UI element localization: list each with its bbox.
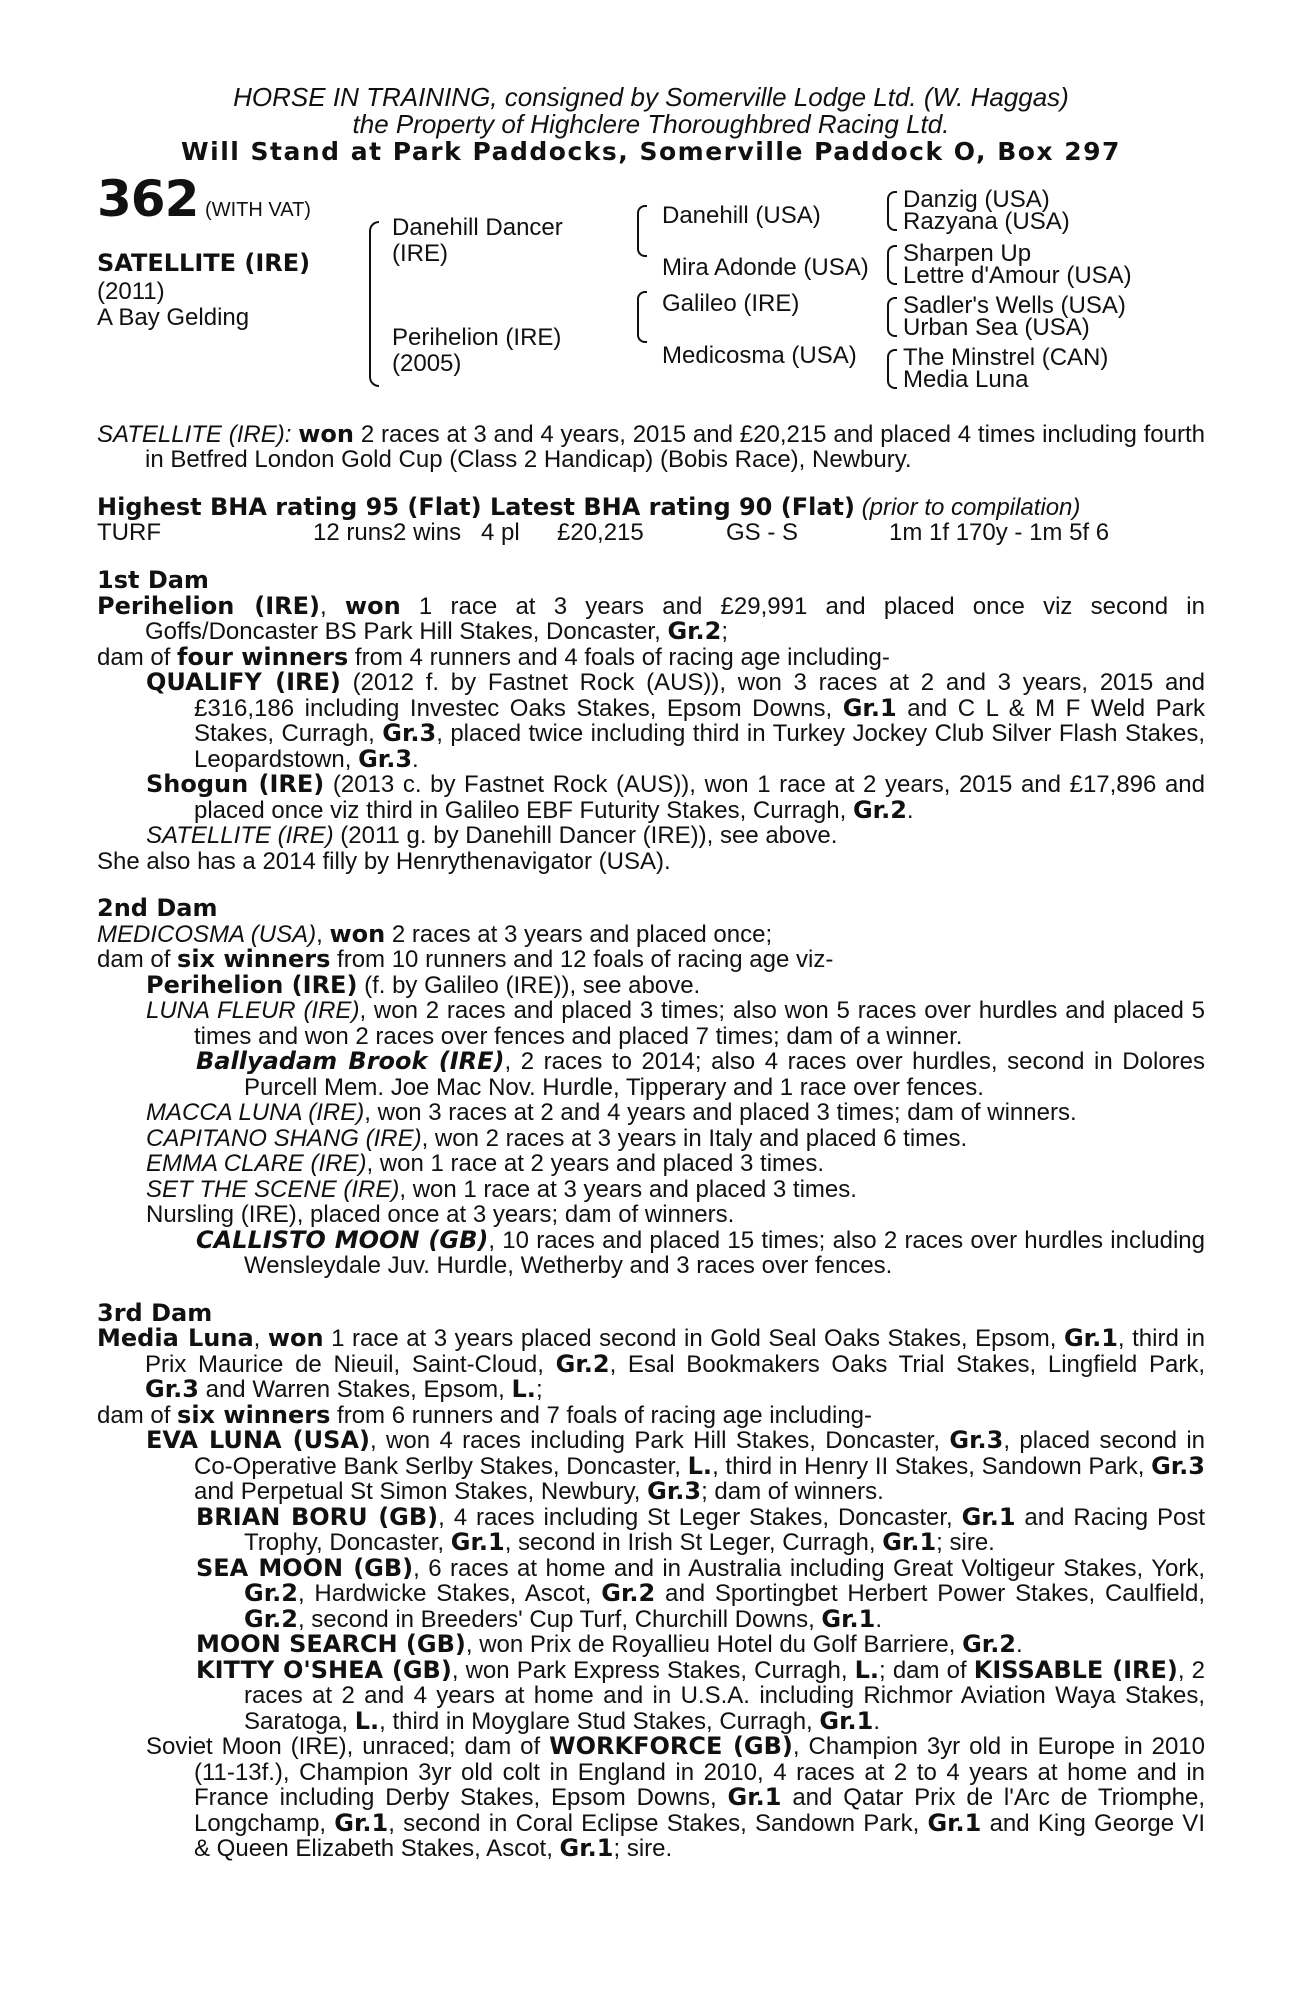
dam-line-brace: [637, 291, 647, 343]
progeny-perihelion: Perihelion (IRE) (f. by Galileo (IRE)), see above.: [146, 970, 701, 999]
dam-dam: Medicosma (USA): [662, 341, 857, 369]
dam2-title: 2nd Dam: [97, 894, 218, 922]
progeny-emma-clare: EMMA CLARE (IRE), won 1 race at 2 years and placed 3 times.: [146, 1150, 825, 1177]
dam1-produce-intro: dam of four winners from 4 runners and 4 foals of racing age including-: [97, 642, 890, 671]
lot-number-row: [97, 169, 311, 228]
progeny-satellite: SATELLITE (IRE) (2011 g. by Danehill Dancer (IRE)), see above.: [146, 822, 838, 849]
third-gen-6: Urban Sea (USA): [903, 313, 1090, 341]
progeny-kitty-oshea: KITTY O'SHEA (GB), won Park Express Stakes, Curragh, L.; dam of KISSABLE (IRE), 2 races at 2 and 4 years at home and in U.S.A. including Richmor Aviation Waya Stakes, Saratoga, L., third in Moyglare Stud Stakes, Curragh, Gr.1.: [196, 1655, 1205, 1735]
dam3-produce-intro: dam of six winners from 6 runners and 7 foals of racing age including-: [97, 1400, 873, 1429]
progeny-brian-boru: BRIAN BORU (GB), 4 races including St Leger Stakes, Doncaster, Gr.1 and Racing Post Trophy, Doncaster, Gr.1, second in Irish St Leger, Curragh, Gr.1; sire.: [196, 1502, 1206, 1556]
third-gen-brace-2: [887, 245, 897, 285]
progeny-soviet-moon: Soviet Moon (IRE), unraced; dam of WORKFORCE (GB), Champion 3yr old in Europe in 2010 (11-13f.), Champion 3yr old colt in England in 2010, 4 races at 2 to 4 years at home and in France including Derby Stakes, Epsom Downs, Gr.1 and Qatar Prix de l'Arc de Triomphe, Longchamp, Gr.1, second in Coral Eclipse Stakes, Sandown Park, Gr.1 and King George VI & Queen Elizabeth Stakes, Ascot, Gr.1; sire.: [146, 1732, 1206, 1862]
dam3-record: Media Luna, won 1 race at 3 years placed second in Gold Seal Oaks Stakes, Epsom, Gr.1, third in Prix Maurice de Nieuil, Saint-Cloud, Gr.2, Esal Bookmakers Oaks Trial Stakes, Lingfield Park, Gr.3 and Warren Stakes, Epsom, L.;: [97, 1324, 1205, 1403]
third-gen-3: Sharpen Up: [903, 239, 1032, 267]
progeny-nursling: Nursling (IRE), placed once at 3 years; dam of winners.: [146, 1201, 735, 1228]
dam-year: (2005): [392, 349, 462, 377]
dam1-title: 1st Dam: [97, 566, 209, 594]
progeny-qualify: QUALIFY (IRE) (2012 f. by Fastnet Rock (AUS)), won 3 races at 2 and 3 years, 2015 and £316,186 including Investec Oaks Stakes, Epsom Downs, Gr.1 and C L & M F Weld Park Stakes, Curragh, Gr.3, placed twice including third in Turkey Jockey Club Silver Flash Stakes, Leopardstown, Gr.3.: [146, 668, 1206, 773]
progeny-eva-luna: EVA LUNA (USA), won 4 races including Park Hill Stakes, Doncaster, Gr.3, placed second in Co-Operative Bank Serlby Stakes, Doncaster, L., third in Henry II Stakes, Sandown Park, Gr.3 and Perpetual St Simon Stakes, Newbury, Gr.3; dam of winners.: [146, 1426, 1206, 1505]
third-gen-5: Sadler's Wells (USA): [903, 291, 1126, 319]
third-gen-1: Danzig (USA): [903, 185, 1050, 213]
progeny-filly-note: She also has a 2014 filly by Henrythenavigator (USA).: [97, 847, 671, 875]
progeny-shogun: Shogun (IRE) (2013 c. by Fastnet Rock (AUS)), won 1 race at 2 years, 2015 and £17,896 and placed once viz third in Galileo EBF Futurity Stakes, Curragh, Gr.2.: [146, 770, 1205, 824]
sire-line-brace: [637, 205, 647, 257]
earnings: £20,215: [557, 519, 644, 546]
progeny-capitano-shang: CAPITANO SHANG (IRE), won 2 races at 3 years in Italy and placed 6 times.: [146, 1124, 968, 1152]
progeny-macca-luna: MACCA LUNA (IRE), won 3 races at 2 and 4 years and placed 3 times; dam of winners.: [146, 1099, 1077, 1126]
third-gen-brace-1: [887, 191, 897, 231]
third-gen-brace-4: [887, 349, 897, 389]
sire-name: Danehill Dancer: [392, 213, 563, 241]
progeny-luna-fleur: LUNA FLEUR (IRE), won 2 races and placed 3 times; also won 5 races over hurdles and placed 5 times and won 2 races over fences and placed 7 times; dam of a winner.: [146, 997, 1205, 1050]
horse-year: (2011): [97, 277, 165, 305]
sire-sire: Danehill (USA): [662, 201, 821, 229]
dam-sire: Galileo (IRE): [662, 289, 800, 317]
horse-description: A Bay Gelding: [97, 303, 250, 331]
sire-dam-brace: [369, 221, 379, 387]
catalogue-page: [97, 84, 1205, 1862]
sire-name-suffix: (IRE): [392, 239, 448, 267]
rating-line: Highest BHA rating 95 (Flat) Latest BHA rating 90 (Flat) (prior to compilation): [97, 492, 1081, 521]
vat-label: (WITH VAT): [205, 198, 311, 221]
pedigree-block: [97, 169, 1205, 422]
consignor-line: HORSE IN TRAINING, consigned by Somerville Lodge Ltd. (W. Haggas): [233, 82, 1069, 112]
progeny-ballyadam-brook: Ballyadam Brook (IRE), 2 races to 2014; also 4 races over hurdles, second in Dolores Purcell Mem. Joe Mac Nov. Hurdle, Tipperary and 1 race over fences.: [196, 1047, 1206, 1101]
going: GS - S: [726, 519, 799, 546]
dam3-title: 3rd Dam: [97, 1298, 213, 1327]
third-gen-2: Razyana (USA): [903, 207, 1070, 235]
stand-line: Will Stand at Park Paddocks, Somerville Paddock O, Box 297: [181, 137, 1121, 166]
progeny-callisto-moon: CALLISTO MOON (GB), 10 races and placed 15 times; also 2 races over hurdles including Wensleydale Juv. Hurdle, Wetherby and 3 races over fences.: [196, 1225, 1206, 1279]
placings: 4 pl: [481, 519, 520, 546]
race-record-row: [97, 520, 1205, 546]
dam2-record: MEDICOSMA (USA), won 2 races at 3 years and placed once;: [97, 919, 773, 948]
dam2-produce-intro: dam of six winners from 10 runners and 12 foals of racing age viz-: [97, 945, 834, 973]
third-gen-4: Lettre d'Amour (USA): [903, 261, 1132, 289]
horse-name: SATELLITE (IRE): [97, 248, 311, 277]
dam1-record: Perihelion (IRE), won 1 race at 3 years and £29,991 and placed once viz second in Goffs/Doncaster BS Park Hill Stakes, Doncaster, Gr.2;: [97, 591, 1205, 645]
horse-summary: SATELLITE (IRE): won 2 races at 3 and 4 years, 2015 and £20,215 and placed 4 times including fourth in Betfred London Gold Cup (Class 2 Handicap) (Bobis Race), Newbury.: [97, 419, 1206, 473]
third-gen-8: Media Luna: [903, 365, 1029, 393]
third-gen-7: The Minstrel (CAN): [903, 343, 1109, 371]
owner-line: the Property of Highclere Thoroughbred Racing Ltd.: [352, 109, 950, 139]
lot-number: 362: [97, 169, 199, 228]
progeny-moon-search: MOON SEARCH (GB), won Prix de Royallieu Hotel du Golf Barriere, Gr.2.: [196, 1630, 1023, 1658]
surface: TURF: [97, 519, 161, 546]
dam-name: Perihelion (IRE): [392, 323, 562, 351]
progeny-sea-moon: SEA MOON (GB), 6 races at home and in Australia including Great Voltigeur Stakes, York, Gr.2, Hardwicke Stakes, Ascot, Gr.2 and Sportingbet Herbert Power Stakes, Caulfield, Gr.2, second in Breeders' Cup Turf, Churchill Downs, Gr.1.: [196, 1553, 1206, 1633]
runs-wins: 12 runs2 wins: [313, 519, 462, 546]
progeny-set-the-scene: SET THE SCENE (IRE), won 1 race at 3 years and placed 3 times.: [146, 1175, 857, 1203]
distance-range: 1m 1f 170y - 1m 5f 6: [889, 519, 1110, 546]
third-gen-brace-3: [887, 297, 897, 337]
sire-dam: Mira Adonde (USA): [662, 253, 869, 281]
